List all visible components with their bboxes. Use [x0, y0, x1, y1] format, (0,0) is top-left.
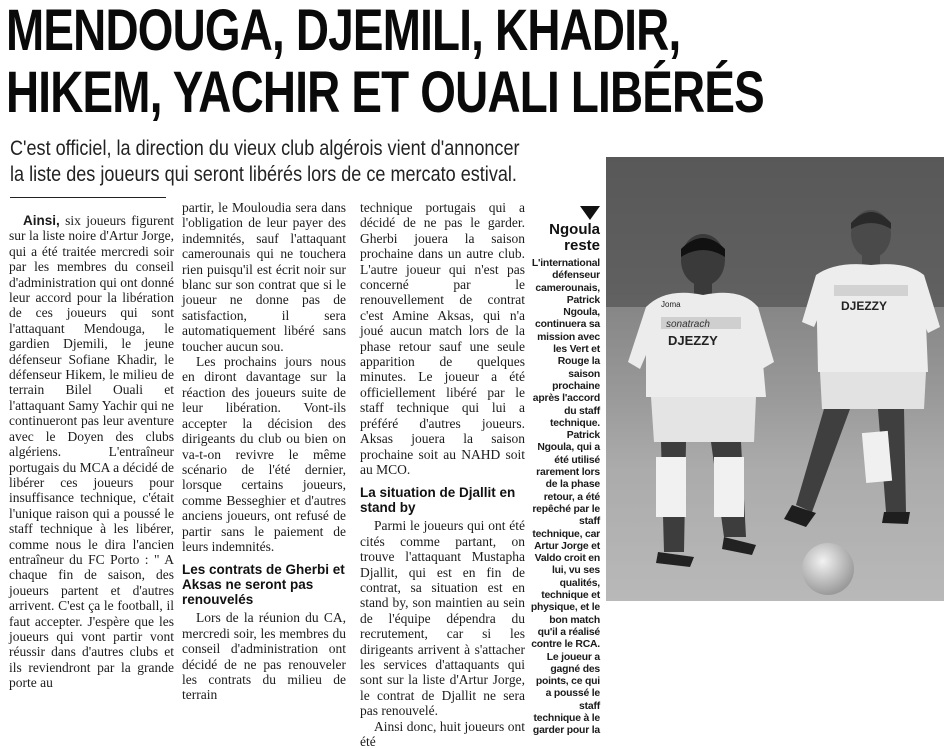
column-2-paragraph-2: Les prochains jours nous en diront davantage sur la réaction des joueurs suite de leur libération. Vont-ils accepter la décision des dirigeants du club ou bien on va-t-on revivre le même scénario de l'été dernier, lorsque certains joueurs, comme Besseghier et d'autres anciens joueurs, ont refusé de partir sans le paiement de leurs indemnités. — [182, 354, 346, 554]
players-photo-illustration — [606, 157, 944, 601]
sidebar-body — [530, 258, 600, 738]
column-2-paragraph-1: partir, le Mouloudia sera dans l'obligation de leur payer des indemnités, sauf l'attaquant camerounais qui ne touchera rien puisqu'il est écrit noir sur blanc sur son contrat que si le joueur ne donne pas de satisfaction, il sera automatiquement libéré sans toucher aucun sou. — [182, 200, 346, 354]
article-column-1 — [9, 213, 175, 691]
sidebar-paragraph-1: L'international défenseur camerounais, Patrick Ngoula, continuera sa mission avec les Vert et Rouge la saison prochaine après l'accord du staff technique. — [531, 258, 600, 429]
column-1-paragraph: six joueurs figurent sur la liste noire d'Artur Jorge, qui a été traitée mercredi soir par les membres du conseil d'administration qui ont donné leur accord pour la libération de ces joueurs qui sont l'attaquant Mendouga, le gardien Djemili, le jeune défenseur Sofiane Khadir, le défenseur Hikem, le milieu de terrain Bilel Ouali et l'attaquant Samy Yachir qui ne continueront pas leur aventure avec le Doyen des clubs algériens. L'entraîneur portugais du MCA a décidé de libérer ces joueurs pour insuffisance technique, c'était l'unique raison qui a poussé le staff technique à les libérer, comme nous le dira l'ancien entraîneur du FC Porto : " A chaque fin de saison, des joueurs partent et d'autres arrivent. C'est ça le football, il faut accepter. J'espère que les joueurs qui vont partir vont réussir dans d'autres clubs et ils reviendront par la grande porte au — [9, 213, 175, 691]
players-photo — [606, 157, 944, 601]
headline-line-1: MENDOUGA, DJEMILI, KHADIR, — [6, 0, 681, 63]
column-divider — [10, 197, 166, 198]
column-3-paragraph-2: Parmi le joueurs qui ont été cités comme partant, on trouve l'attaquant Mustapha Djallit, qui est en fin de contrat, sa situation est en stand by, son maintien au sein de l'équipe dépendra du recrutement, car si les dirigeants arrivent à s'attacher les services d'attaquants qui sont sur la liste d'Artur Jorge, le contrat de Djallit ne sera pas renouvelé. — [360, 518, 525, 719]
svg-text:DJEZZY: DJEZZY — [841, 299, 888, 313]
column-3-paragraph-1: technique portugais qui a décidé de ne pas le garder. Gherbi jouera la saison prochaine dans un autre club. L'autre joueur qui n'est pas concerné par le renouvellement de contrat c'est Amine Aksas, qui n'a joué aucun match lors de la phase retour sauf une seule apparition de quelques minutes. Le joueur a été officiellement libéré par le staff technique qui lui a préféré d'autres joueurs. Aksas jouera la saison prochaine soit au NAHD soit au MCO. — [360, 200, 525, 477]
subheading-contracts: Les contrats de Gherbi et Aksas ne seront pas renouvelés — [182, 562, 345, 608]
sidebar-title-line-2: reste — [564, 237, 600, 254]
column-3-paragraph-3: Ainsi donc, huit joueurs ont été — [360, 718, 525, 749]
sidebar-paragraph-2: Patrick Ngoula, qui a été utilisé rarement lors de la phase retour, a été repêché par le staff technique, car Artur Jorge et Valdo croit en lui, vu ses qualités, technique et physique, et le bon match qu'il a réalisé contre le RCA. Le joueur a gagné des points, ce qui a poussé le staff technique à le garder pour la — [530, 430, 600, 737]
shirt-text: sonatrach — [666, 319, 710, 330]
article-column-2 — [182, 200, 346, 703]
sidebar-title-line-1: Ngoula — [549, 221, 600, 238]
article-intro: C'est officiel, la direction du vieux club algérois vient d'annoncer la liste des joueurs qui seront libérés lors de ce mercato estival. — [10, 137, 520, 186]
subheading-djallit: La situation de Djallit en stand by — [360, 485, 516, 516]
football-icon — [802, 543, 854, 595]
headline — [6, 0, 764, 125]
headline-line-2: HIKEM, YACHIR ET OUALI LIBÉRÉS — [6, 60, 764, 125]
column-2-paragraph-3: Lors de la réunion du CA, mercredi soir, les membres du conseil d'administration ont décidé de ne pas renouveler les contrats du milieu de terrain — [182, 610, 346, 703]
lead-word: Ainsi, — [23, 213, 60, 228]
article-column-3 — [360, 200, 525, 749]
kit-brand: Joma — [661, 300, 681, 309]
arrow-down-icon — [580, 206, 600, 220]
sidebar-title — [530, 222, 600, 254]
sidebar-box — [530, 218, 600, 737]
shirt-sponsor: DJEZZY — [668, 333, 718, 348]
